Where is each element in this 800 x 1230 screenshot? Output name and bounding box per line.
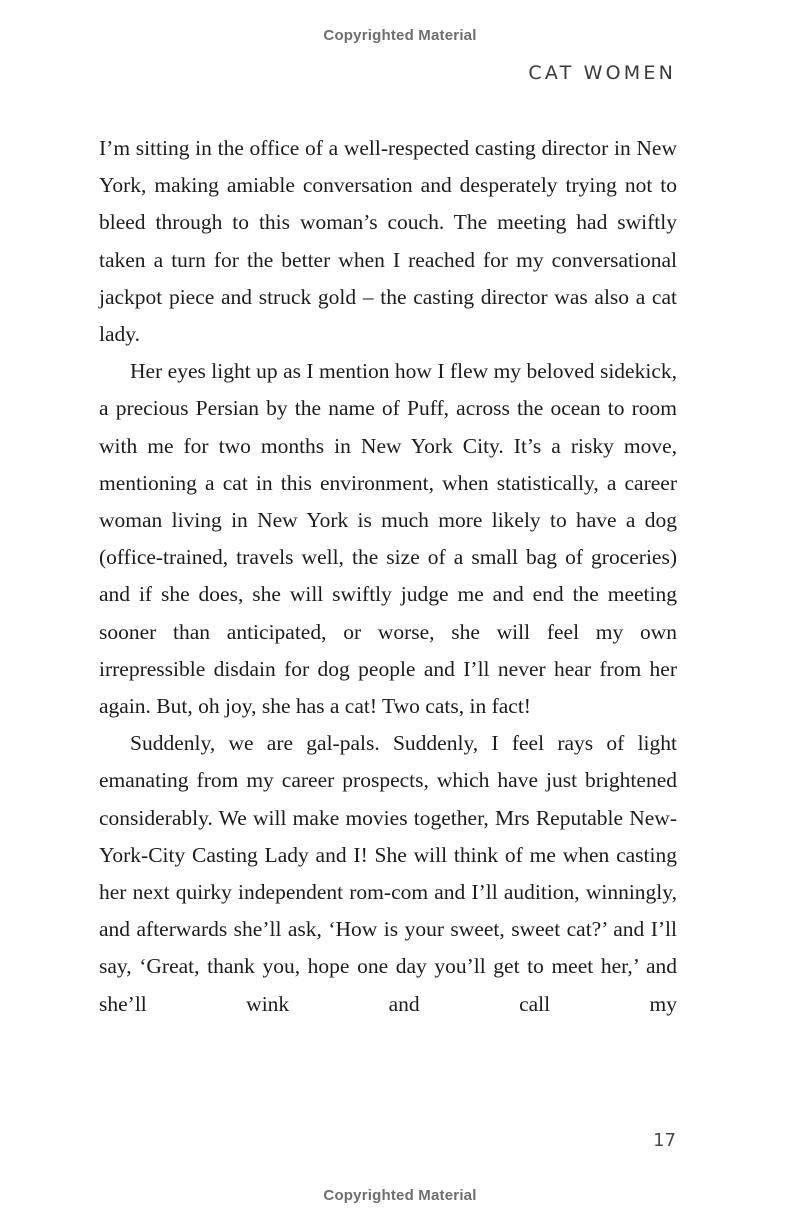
- running-head-title: CAT WOMEN: [528, 62, 676, 84]
- copyright-watermark-bottom: Copyrighted Material: [323, 1187, 477, 1204]
- page-number: 17: [653, 1130, 676, 1151]
- paragraph-1: I’m sitting in the office of a well-respected casting director in New York, making amiable conversation and desperately trying not to bleed through to this woman’s couch. The meeting had swiftly taken a turn for the better when I reached for my conversational jackpot piece and struck gold – the casting director was also a cat lady.: [99, 136, 677, 347]
- paragraph-3: Suddenly, we are gal-pals. Suddenly, I feel rays of light emanating from my career prospects, which have just brightened considerably. We will make movies together, Mrs Reputable New-York-City Casting Lady and I! She will think of me when casting her next quirky independent rom-com and I’ll audition, winningly, and afterwards she’ll ask, ‘How is your sweet, sweet cat?’ and I’ll say, ‘Great, thank you, hope one day you’ll get to meet her,’ and she’ll wink and call my: [99, 731, 677, 1016]
- copyright-watermark-top: Copyrighted Material: [323, 27, 477, 44]
- page-body: [99, 130, 677, 1023]
- paragraph-2: Her eyes light up as I mention how I flew my beloved sidekick, a precious Persian by the name of Puff, across the ocean to room with me for two months in New York City. It’s a risky move, mentioning a cat in this environment, when statistically, a career woman living in New York is much more likely to have a dog (office-trained, travels well, the size of a small bag of groceries) and if she does, she will swiftly judge me and end the meeting sooner than anticipated, or worse, she will feel my own irrepressible disdain for dog people and I’ll never hear from her again. But, oh joy, she has a cat! Two cats, in fact!: [99, 359, 677, 719]
